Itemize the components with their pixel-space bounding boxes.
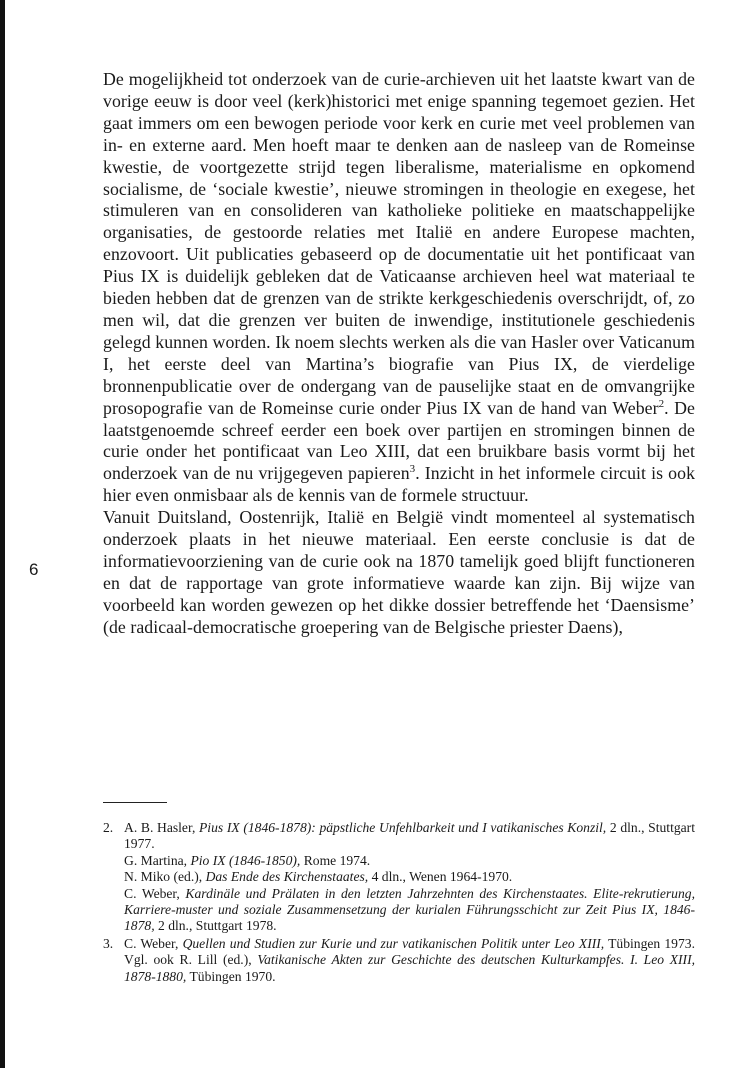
footnote-3-number: 3. <box>103 935 114 951</box>
paragraph-1 <box>103 69 695 507</box>
paragraph-2 <box>103 507 695 638</box>
footnote-2-martina-title: Pio IX (1846-1850), <box>190 852 301 868</box>
footnotes <box>103 820 695 986</box>
page-number: 6 <box>29 560 39 579</box>
footnote-2-martina-pub: Rome 1974. <box>300 852 371 868</box>
footnote-3-pub-1: Tübingen 1973. Vgl. ook R. Lill (ed.), <box>124 935 695 968</box>
footnote-2-entry-hasler <box>124 820 695 853</box>
footnote-2-weber-author: C. Weber, <box>124 885 186 901</box>
page-edge <box>0 0 5 1068</box>
paragraph-1-text-c: . Inzicht in het informele circuit is ook hier even onmisbaar als de kennis van de formele structuur. <box>103 463 696 506</box>
footnote-divider <box>103 802 167 803</box>
footnote-3 <box>103 936 695 985</box>
footnote-2 <box>103 820 695 935</box>
footnote-3-title-2: Vatikanische Akten zur Geschichte des deutschen Kulturkampfes. I. Leo XIII, 1878-1880, <box>124 952 696 984</box>
footnote-3-author: C. Weber, <box>124 935 183 951</box>
footnote-ref-3: 3 <box>409 463 416 476</box>
footnote-ref-2: 2 <box>658 397 665 410</box>
paragraph-1-text-b: . De laatstgenoemde schreef eerder een boek over partijen en stromingen binnen de curie onder het pontificaat van Leo XIII, dat een bruikbare basis vormt bij het onderzoek van de nu vrijgegeven papieren <box>103 397 695 484</box>
footnote-2-miko-pub: 4 dln., Wenen 1964-1970. <box>368 869 513 885</box>
footnote-2-miko-author: N. Miko (ed.), <box>124 869 206 885</box>
footnote-2-hasler-author: A. B. Hasler, <box>124 820 199 835</box>
footnote-2-martina-author: G. Martina, <box>124 852 191 868</box>
footnote-2-entry-martina <box>124 853 695 869</box>
footnote-2-hasler-pub: 2 dln., Stuttgart 1977. <box>124 820 695 852</box>
footnote-2-weber-title: Kardinäle und Prälaten in den letzten Jahrzehnten des Kirchenstaates. Elite-rekrutierung, Karriere-muster und soziale Zusammensetzung der kurialen Führungsschicht zur Zeit Pius IX, 1846-1878, <box>124 885 695 934</box>
paragraph-1-text: De mogelijkheid tot onderzoek van de curie-archieven uit het laatste kwart van de vorige eeuw is door veel (kerk)historici met enige spanning tegemoet gezien. Het gaat immers om een bewogen periode voor kerk en curie met veel problemen van in- en externe aard. Men hoeft maar te denken aan de nasleep van de Romeinse kwestie, de voortgezette strijd tegen liberalisme, materialisme en opkomend socialisme, de ‘sociale kwestie’, nieuwe stromingen in theologie en exegese, het stimuleren van en consolideren van katholieke politieke en maatschappelijke organisaties, de gestoorde relaties met Italië en andere Europese machten, enzovoort. Uit publicaties gebaseerd op de documentatie uit het pontificaat van Pius IX is duidelijk gebleken dat de Vaticaanse archieven heel wat materiaal te bieden hebben dat de grenzen van de strikte kerkgeschiedenis overschrijdt, of, zo men wil, dat die grenzen ver buiten de inwendige, institutionele geschiedenis gelegd kunnen worden. Ik noem slechts werken als die van Hasler over Vaticanum I, het eerste deel van Martina’s biografie van Pius IX, de vierdelige bronnenpublicatie over de ondergang van de pauselijke staat en de omvangrijke prosopografie van de Romeinse curie onder Pius IX van de hand van Weber <box>103 69 695 418</box>
footnote-2-number: 2. <box>103 820 114 835</box>
footnote-2-entry-miko <box>124 869 695 885</box>
footnote-3-body <box>124 936 695 985</box>
footnote-2-miko-title: Das Ende des Kirchenstaates, <box>205 869 369 885</box>
footnote-2-weber-pub: 2 dln., Stuttgart 1978. <box>154 918 277 934</box>
paragraph-2-text: Vanuit Duitsland, Oostenrijk, Italië en België vindt momenteel al systematisch onderzoek plaats in het nieuwe materiaal. Een eerste conclusie is dat de informatievoorziening van de curie ook na 1870 tamelijk goed blijft functioneren en dat de rapportage van grote informatieve waarde kan zijn. Bij wijze van voorbeeld kan worden gewezen op het dikke dossier betreffende het ‘Daensisme’ (de radicaal-democratische groepering van de Belgische priester Daens), <box>103 507 695 637</box>
footnote-3-title-1: Quellen und Studien zur Kurie und zur vatikanischen Politik unter Leo XIII, <box>182 935 605 951</box>
footnote-2-hasler-title: Pius IX (1846-1878): päpstliche Unfehlbarkeit und I vatikanisches Konzil, <box>199 820 607 835</box>
body-text <box>103 69 695 639</box>
footnote-2-body <box>124 820 695 935</box>
footnote-3-pub-2: Tübingen 1970. <box>186 968 276 984</box>
footnote-2-entry-weber <box>124 886 695 935</box>
